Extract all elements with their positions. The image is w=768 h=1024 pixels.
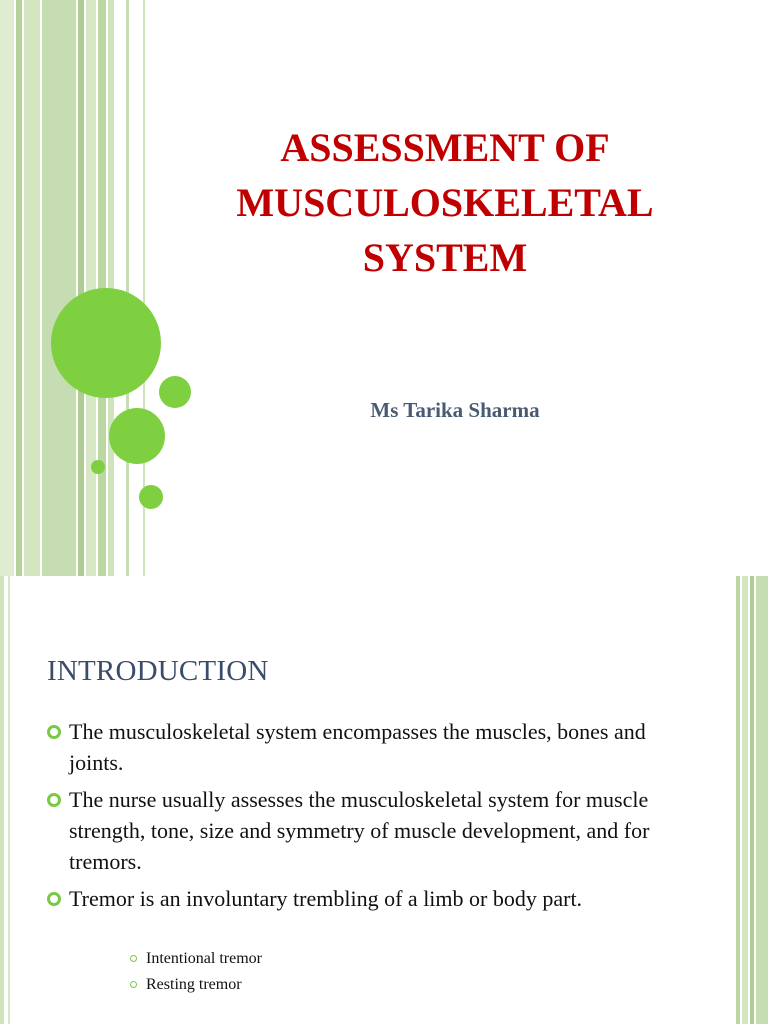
decorative-stripe <box>0 576 4 1024</box>
decorative-circle <box>91 460 105 474</box>
decorative-circle <box>139 485 163 509</box>
sub-bullet-ring-icon <box>130 955 137 962</box>
bullet-ring-icon <box>47 793 61 807</box>
slide-title: ASSESSMENT OF MUSCULOSKELETAL SYSTEM <box>236 125 654 280</box>
decorative-stripe <box>78 0 84 576</box>
bullet-item <box>47 716 667 778</box>
decorative-circle-large <box>51 288 161 398</box>
decorative-stripe <box>86 0 96 576</box>
bullet-text: The musculoskeletal system encompasses the muscles, bones and joints. <box>69 719 646 775</box>
sub-bullet-item <box>130 972 262 998</box>
decorative-stripe <box>126 0 129 576</box>
slide-heading: INTRODUCTION <box>47 655 269 687</box>
decorative-stripe <box>736 576 740 1024</box>
decorative-stripe <box>756 576 768 1024</box>
decorative-stripe <box>24 0 40 576</box>
decorative-stripe <box>750 576 754 1024</box>
decorative-stripe <box>8 576 10 1024</box>
sub-bullet-item <box>130 946 262 972</box>
bullet-item <box>47 883 667 914</box>
slide-subtitle: Ms Tarika Sharma <box>370 398 540 422</box>
introduction-slide <box>0 576 768 1024</box>
bullet-text: Tremor is an involuntary trembling of a limb or body part. <box>69 886 583 911</box>
bullet-text: The nurse usually assesses the musculoskeletal system for muscle strength, tone, size and symmetry of muscle development, and for tremors. <box>69 787 650 874</box>
sub-bullet-text: Intentional tremor <box>146 950 262 967</box>
sub-bullet-list <box>130 946 262 998</box>
bullet-ring-icon <box>47 725 61 739</box>
bullet-ring-icon <box>47 892 61 906</box>
sub-bullet-ring-icon <box>130 981 137 988</box>
decorative-stripe <box>742 576 748 1024</box>
decorative-circle <box>109 408 165 464</box>
decorative-stripe <box>16 0 22 576</box>
bullet-list <box>47 716 667 920</box>
decorative-stripe <box>42 0 76 576</box>
decorative-stripe <box>0 0 14 576</box>
bullet-item <box>47 784 667 877</box>
decorative-circle <box>159 376 191 408</box>
sub-bullet-text: Resting tremor <box>146 976 242 993</box>
